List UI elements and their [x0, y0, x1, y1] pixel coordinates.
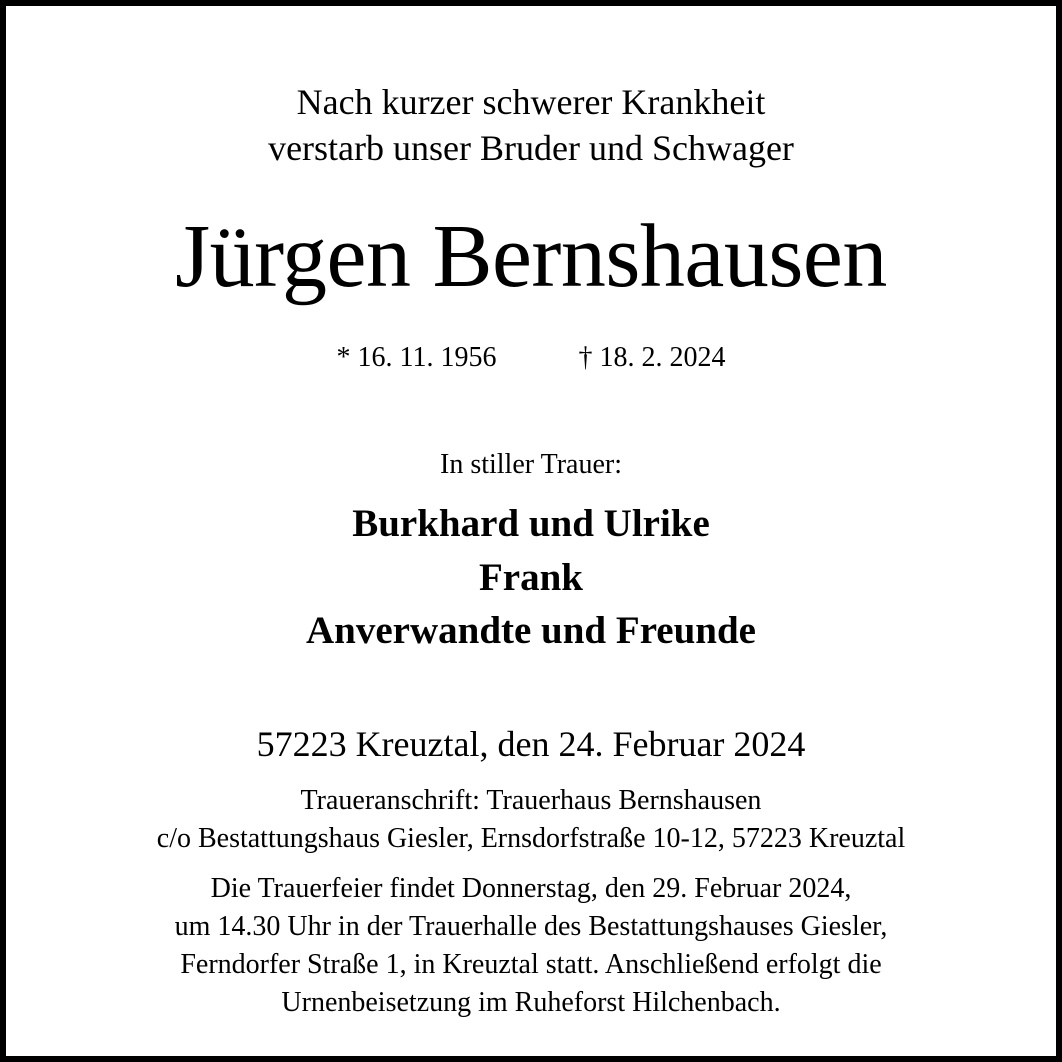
- ceremony-line-4: Urnenbeisetzung im Ruheforst Hilchenbach.: [281, 987, 781, 1018]
- birth-date: * 16. 11. 1956: [336, 342, 497, 373]
- mourning-intro: In stiller Trauer:: [440, 449, 622, 480]
- life-dates: [6, 344, 1056, 372]
- address-line-1: Traueranschrift: Trauerhaus Bernshausen: [300, 785, 762, 816]
- address-line-2: c/o Bestattungshaus Giesler, Ernsdorfstraße 10-12, 57223 Kreuztal: [156, 823, 906, 854]
- mourner-line-1: Burkhard und Ulrike: [352, 502, 710, 545]
- ceremony-line-1: Die Trauerfeier findet Donnerstag, den 29. Februar 2024,: [210, 873, 852, 904]
- death-date: † 18. 2. 2024: [578, 342, 726, 373]
- intro-line-2: verstarb unser Bruder und Schwager: [268, 128, 794, 168]
- ceremony-line-3: Ferndorfer Straße 1, in Kreuztal statt. Anschließend erfolgt die: [180, 949, 882, 980]
- ceremony-line-2: um 14.30 Uhr in der Trauerhalle des Bestattungshauses Giesler,: [174, 911, 888, 942]
- mourner-line-3: Anverwandte und Freunde: [305, 609, 756, 652]
- deceased-name: Jürgen Bernshausen: [175, 207, 887, 306]
- place-and-date: 57223 Kreuztal, den 24. Februar 2024: [256, 724, 806, 764]
- intro-line-1: Nach kurzer schwerer Krankheit: [296, 82, 766, 122]
- mourner-line-2: Frank: [478, 556, 583, 599]
